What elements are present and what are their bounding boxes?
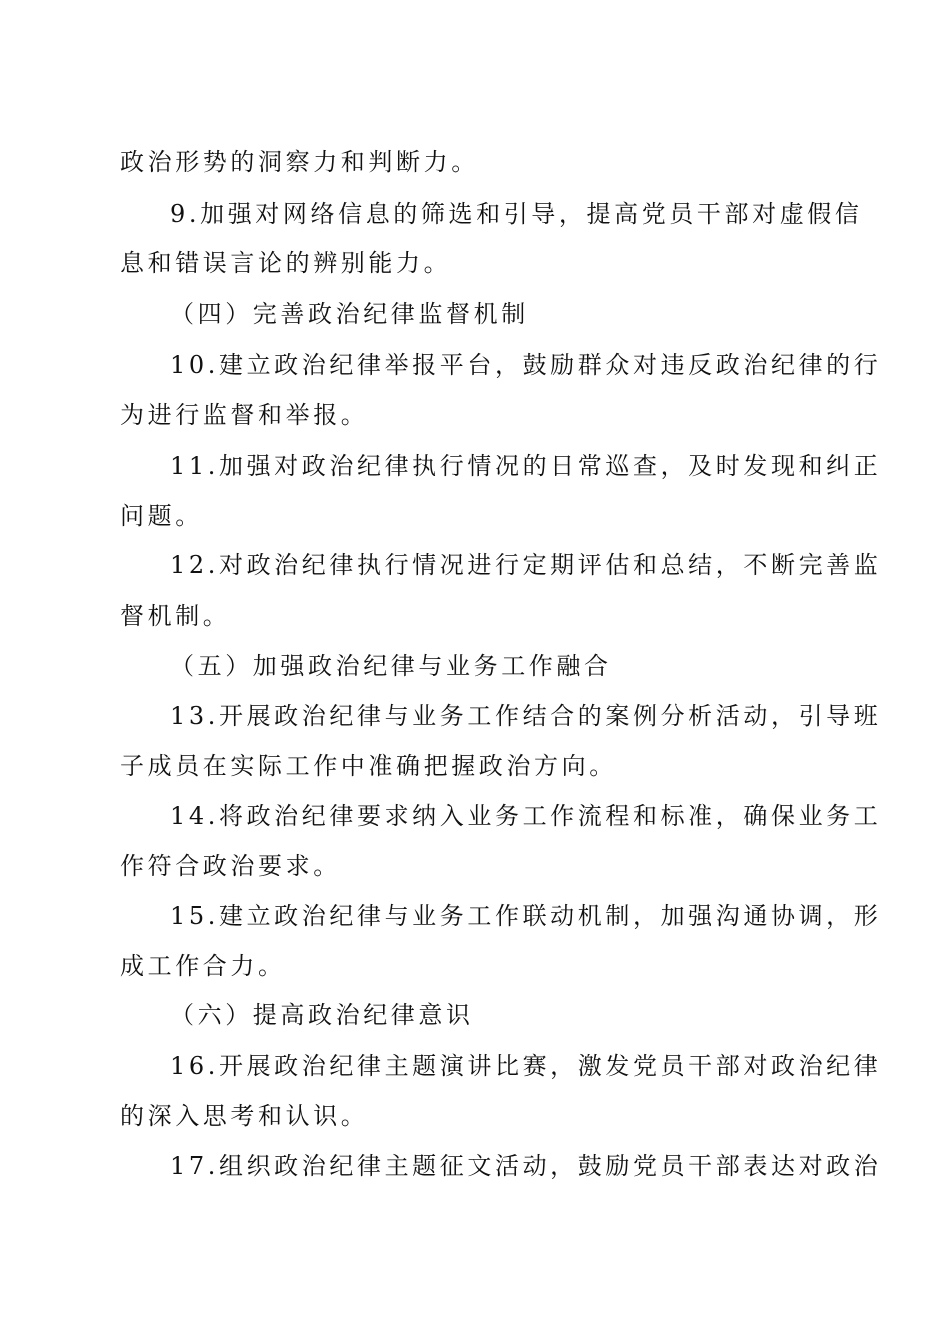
text-line: 成工作合力。 — [120, 952, 286, 980]
text-line: 12.对政治纪律执行情况进行定期评估和总结，不断完善监 — [170, 551, 882, 579]
text-line: 14.将政治纪律要求纳入业务工作流程和标准，确保业务工 — [170, 802, 882, 830]
text-line: 9.加强对网络信息的筛选和引导，提高党员干部对虚假信 — [170, 200, 863, 228]
text-line: 政治形势的洞察力和判断力。 — [120, 148, 479, 176]
text-line: 息和错误言论的辨别能力。 — [120, 249, 452, 277]
text-line: 的深入思考和认识。 — [120, 1102, 369, 1130]
section-heading: （五）加强政治纪律与业务工作融合 — [170, 652, 612, 680]
text-line: 作符合政治要求。 — [120, 852, 341, 880]
text-line: 17.组织政治纪律主题征文活动，鼓励党员干部表达对政治 — [170, 1152, 882, 1180]
text-line: 16.开展政治纪律主题演讲比赛，激发党员干部对政治纪律 — [170, 1052, 882, 1080]
section-heading: （六）提高政治纪律意识 — [170, 1001, 474, 1029]
text-line: 15.建立政治纪律与业务工作联动机制，加强沟通协调，形 — [170, 902, 882, 930]
text-line: 督机制。 — [120, 602, 231, 630]
text-line: 11.加强对政治纪律执行情况的日常巡查，及时发现和纠正 — [170, 452, 882, 480]
text-line: 为进行监督和举报。 — [120, 401, 369, 429]
text-line: 问题。 — [120, 502, 203, 530]
text-line: 13.开展政治纪律与业务工作结合的案例分析活动，引导班 — [170, 702, 882, 730]
text-line: 10.建立政治纪律举报平台，鼓励群众对违反政治纪律的行 — [170, 351, 882, 379]
text-line: 子成员在实际工作中准确把握政治方向。 — [120, 752, 617, 780]
section-heading: （四）完善政治纪律监督机制 — [170, 300, 529, 328]
